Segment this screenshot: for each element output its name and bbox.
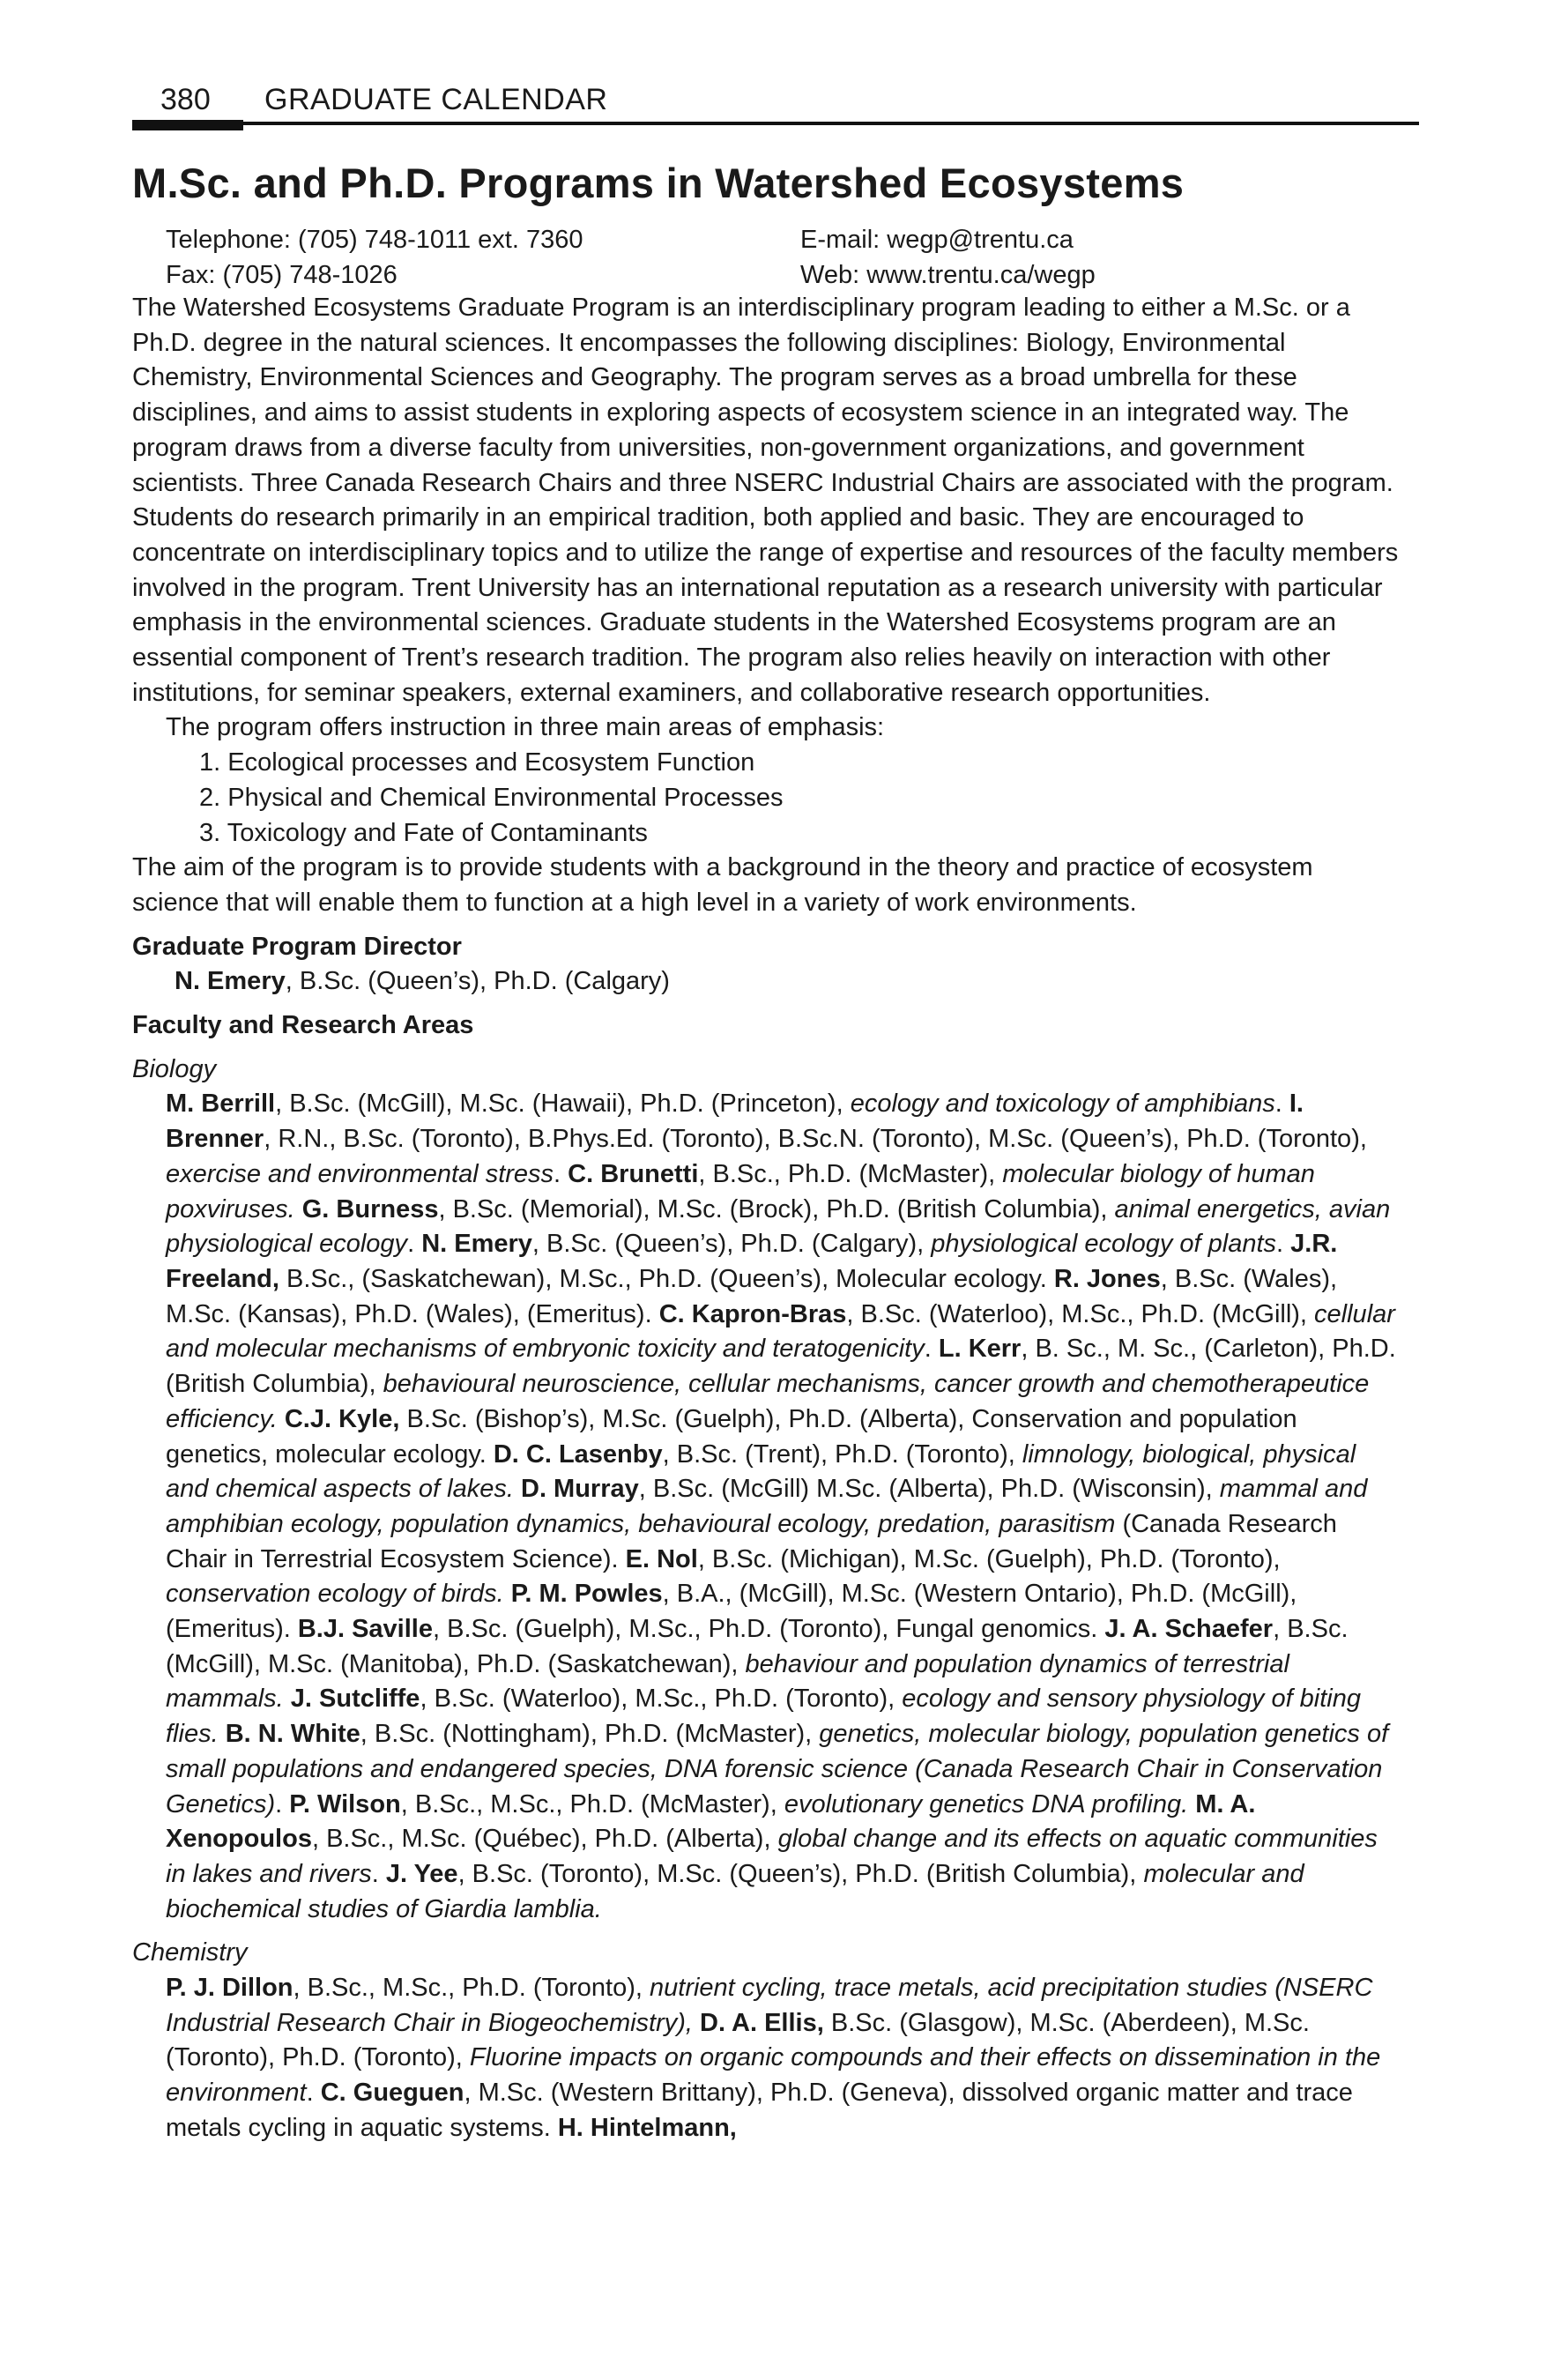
web: Web: www.trentu.ca/wegp xyxy=(800,261,1096,289)
faculty-credentials: , B.Sc., M.Sc., Ph.D. (Toronto), xyxy=(293,1974,650,2003)
faculty-credentials: , B.Sc. (Queen’s), Ph.D. (Calgary), xyxy=(531,1230,932,1259)
faculty-entry-tail: . xyxy=(1276,1230,1291,1259)
aim-paragraph: The aim of the program is to provide students with a background in the theory and practice of ecosystem science that will enable them to function at a high level in a variety of work environments. xyxy=(132,853,1313,917)
faculty-research: behavioural neuroscience, cellular mechanisms, cancer growth and chemotherapeutice efficiency. xyxy=(166,1370,1370,1433)
faculty-credentials: , B.Sc. (Nottingham), Ph.D. (McMaster), xyxy=(360,1720,820,1749)
emphasis-list xyxy=(132,746,1401,851)
faculty-research: global change and its effects on aquatic communities in lakes and rivers xyxy=(166,1825,1378,1888)
faculty-credentials: , B.Sc. (Memorial), M.Sc. (Brock), Ph.D. (British Columbia), xyxy=(438,1194,1115,1223)
director-entry xyxy=(132,964,1401,1000)
chemistry-faculty-list xyxy=(132,1971,1401,2146)
faculty-research: molecular and biochemical studies of Giardia lamblia. xyxy=(166,1859,1304,1923)
section-title: M.Sc. and Ph.D. Programs in Watershed Ecosystems xyxy=(132,160,1185,206)
faculty-name: H. Hintelmann, xyxy=(557,2113,737,2142)
header-tab-mark xyxy=(132,120,243,130)
director-heading: Graduate Program Director xyxy=(132,932,462,961)
faculty-name: L. Kerr xyxy=(938,1335,1022,1364)
faculty-name: D. C. Lasenby xyxy=(493,1439,663,1469)
faculty-credentials: B.Sc. (Bishop’s), M.Sc. (Guelph), Ph.D. (Alberta), Conservation and population genetics, molecular ecology. xyxy=(166,1404,1297,1469)
faculty-entry-tail: . xyxy=(1274,1090,1289,1119)
faculty-name: J. A. Schaefer xyxy=(1104,1615,1274,1644)
running-head xyxy=(132,81,1419,123)
faculty-research: Fluorine impacts on organic compounds and their effects on dissemination in the environment xyxy=(166,2043,1381,2108)
faculty-credentials: , B.Sc., Ph.D. (McMaster), xyxy=(698,1159,1003,1188)
faculty-entry-tail xyxy=(284,1685,291,1713)
faculty-entry-tail xyxy=(278,1405,285,1433)
faculty-name: E. Nol xyxy=(625,1544,698,1573)
faculty-credentials: B.Sc., (Saskatchewan), M.Sc., Ph.D. (Queen’s), Molecular ecology. xyxy=(279,1264,1054,1293)
faculty-entry xyxy=(289,1790,1195,1818)
faculty-credentials: , B.Sc. (Guelph), M.Sc., Ph.D. (Toronto), Fungal genomics. xyxy=(433,1615,1105,1644)
faculty-entry-tail: . xyxy=(275,1789,290,1818)
faculty-name: P. Wilson xyxy=(289,1789,401,1818)
faculty-name: P. J. Dillon xyxy=(166,1974,294,2003)
director-name: N. Emery xyxy=(175,967,286,996)
faculty-entry xyxy=(166,1090,1289,1118)
faculty-entry-tail xyxy=(504,1580,511,1608)
faculty-credentials: , B.Sc. (Waterloo), M.Sc., Ph.D. (Toronto), xyxy=(420,1685,903,1714)
faculty-credentials: , B.Sc. (Waterloo), M.Sc., Ph.D. (McGill), xyxy=(846,1299,1315,1328)
faculty-research: molecular biology of human poxviruses. xyxy=(166,1159,1315,1223)
faculty-entry-tail: . xyxy=(924,1335,939,1364)
faculty-name: C. Gueguen xyxy=(320,2079,464,2108)
director-credentials: , B.Sc. (Queen’s), Ph.D. (Calgary) xyxy=(285,967,670,996)
faculty-credentials: , B.Sc., M.Sc., Ph.D. (McMaster), xyxy=(400,1789,784,1818)
faculty-credentials: , B.Sc. (Trent), Ph.D. (Toronto), xyxy=(662,1439,1022,1469)
faculty-entry-tail xyxy=(219,1720,226,1748)
faculty-name: D. A. Ellis, xyxy=(700,2008,824,2037)
contact-block xyxy=(166,222,1419,293)
faculty-credentials: , M.Sc. (Western Brittany), Ph.D. (Geneva), dissolved organic matter and trace metals cycling in aquatic systems. xyxy=(166,2079,1353,2142)
faculty-entry-tail: (Canada Research Chair in Terrestrial Ecosystem Science). xyxy=(166,1509,1337,1573)
faculty-entry-tail xyxy=(514,1475,521,1503)
faculty-name: D. Murray xyxy=(521,1475,639,1504)
faculty-research: ecology and toxicology of amphibians xyxy=(850,1090,1275,1119)
faculty-name: G. Burness xyxy=(301,1194,439,1223)
faculty-name: I. Brenner xyxy=(166,1090,1304,1154)
faculty-credentials: , B.Sc. (McGill) M.Sc. (Alberta), Ph.D. (Wisconsin), xyxy=(638,1475,1220,1504)
faculty-research: physiological ecology of plants xyxy=(931,1230,1277,1259)
faculty-research: behaviour and population dynamics of terrestrial mammals. xyxy=(166,1649,1289,1714)
faculty-credentials: , B.A., (McGill), M.Sc. (Western Ontario), Ph.D. (McGill), (Emeritus). xyxy=(166,1580,1297,1644)
faculty-research: ecology and sensory physiology of biting flies. xyxy=(166,1685,1362,1749)
faculty-name: P. M. Powles xyxy=(510,1580,663,1609)
faculty-credentials: , B.Sc. (McGill), M.Sc. (Hawaii), Ph.D. (Princeton), xyxy=(275,1090,851,1119)
emphasis-item: 1. Ecological processes and Ecosystem Function xyxy=(199,748,755,777)
page-number: 380 xyxy=(160,83,211,116)
faculty-name: C. Brunetti xyxy=(568,1159,699,1188)
faculty-name: N. Emery xyxy=(421,1230,532,1259)
faculty-research: conservation ecology of birds. xyxy=(166,1580,504,1609)
faculty-name: M. A. Xenopoulos xyxy=(166,1789,1256,1854)
faculty-credentials: , B.Sc. (McGill), M.Sc. (Manitoba), Ph.D. (Saskatchewan), xyxy=(166,1615,1349,1678)
area-title-biology: Biology xyxy=(132,1054,217,1083)
faculty-entry-tail xyxy=(295,1195,302,1223)
faculty-credentials: , R.N., B.Sc. (Toronto), B.Phys.Ed. (Toronto), B.Sc.N. (Toronto), M.Sc. (Queen’s), Ph.D. (Toronto), xyxy=(264,1125,1367,1154)
faculty-entry-tail xyxy=(1188,1790,1195,1818)
faculty-name: B.J. Saville xyxy=(297,1615,433,1644)
faculty-entry-tail: . xyxy=(371,1859,386,1888)
faculty-name: M. Berrill xyxy=(166,1090,276,1119)
running-title: GRADUATE CALENDAR xyxy=(264,83,608,116)
faculty-research: nutrient cycling, trace metals, acid precipitation studies (NSERC Industrial Research Chair in Biogeochemistry), xyxy=(166,1974,1373,2037)
faculty-research: exercise and environmental stress xyxy=(166,1159,554,1188)
faculty-entry xyxy=(166,2079,1353,2142)
faculty-name: J. Yee xyxy=(385,1859,458,1888)
faculty-research: mammal and amphibian ecology, population dynamics, behavioural ecology, predation, parasitism xyxy=(166,1475,1368,1538)
faculty-name: C. Kapron-Bras xyxy=(658,1299,847,1328)
faculty-entry xyxy=(558,2114,737,2142)
faculty-name: C.J. Kyle, xyxy=(284,1404,400,1433)
faculty-name: J. Sutcliffe xyxy=(290,1685,420,1714)
faculty-research: limnology, biological, physical and chemical aspects of lakes. xyxy=(166,1439,1356,1504)
faculty-research: evolutionary genetics DNA profiling. xyxy=(784,1789,1189,1818)
faculty-credentials: B.Sc. (Glasgow), M.Sc. (Aberdeen), M.Sc. (Toronto), Ph.D. (Toronto), xyxy=(166,2008,1310,2072)
faculty-entry-tail: . xyxy=(407,1230,422,1259)
faculty-research: genetics, molecular biology, population genetics of small populations and endangered species, DNA forensic science (Canada Research Chair in Conservation Genetics) xyxy=(166,1720,1389,1818)
biology-faculty-list xyxy=(132,1087,1401,1927)
header-rule xyxy=(132,122,1419,125)
body-text xyxy=(132,291,1401,2146)
telephone: Telephone: (705) 748-1011 ext. 7360 xyxy=(166,226,583,254)
faculty-research: animal energetics, avian physiological ecology xyxy=(166,1194,1391,1259)
intro-paragraph: The Watershed Ecosystems Graduate Program is an interdisciplinary program leading to either a M.Sc. or a Ph.D. degree in the natural sciences. It encompasses the following disciplines: Biology, Environmental Chemistry, Environmental Sciences and Geography. The program serves as a broad umbrella for these disciplines, and aims to assist students in exploring aspects of ecosystem science in an integrated way. The program draws from a diverse faculty from universities, non-government organizations, and government scientists. Three Canada Research Chairs and three NSERC Industrial Chairs are associated with the program. Students do research primarily in an empirical tradition, both applied and basic. They are encouraged to concentrate on interdisciplinary topics and to utilize the range of expertise and resources of the faculty members involved in the program. Trent University has an international reputation as a research university with particular emphasis in the environmental sciences. Graduate students in the Watershed Ecosystems program are an essential component of Trent’s research tradition. The program also relies heavily on interaction with other institutions, for seminar speakers, external examiners, and collaborative research opportunities. xyxy=(132,294,1399,707)
faculty-research: cellular and molecular mechanisms of embryonic toxicity and teratogenicity xyxy=(166,1299,1395,1364)
faculty-credentials: , B. Sc., M. Sc., (Carleton), Ph.D. (British Columbia), xyxy=(166,1335,1396,1399)
fax: Fax: (705) 748-1026 xyxy=(166,261,398,289)
email: E-mail: wegp@trentu.ca xyxy=(800,226,1074,254)
emphasis-item: 3. Toxicology and Fate of Contaminants xyxy=(199,818,648,847)
faculty-entry xyxy=(298,1615,1105,1643)
faculty-credentials: , B.Sc. (Toronto), M.Sc. (Queen’s), Ph.D. (British Columbia), xyxy=(457,1859,1144,1888)
faculty-heading: Faculty and Research Areas xyxy=(132,1011,474,1040)
area-title-chemistry: Chemistry xyxy=(132,1938,248,1967)
faculty-entry-tail: . xyxy=(306,2079,321,2108)
faculty-entry xyxy=(421,1230,1290,1258)
faculty-name: B. N. White xyxy=(225,1720,360,1749)
faculty-name: J.R. Freeland, xyxy=(166,1230,1338,1293)
emphasis-item: 2. Physical and Chemical Environmental Processes xyxy=(199,783,784,812)
faculty-credentials: , B.Sc., M.Sc. (Québec), Ph.D. (Alberta), xyxy=(311,1825,778,1854)
faculty-credentials: , B.Sc. (Wales), M.Sc. (Kansas), Ph.D. (Wales), (Emeritus). xyxy=(166,1264,1338,1328)
faculty-name: R. Jones xyxy=(1053,1264,1161,1293)
emphasis-intro: The program offers instruction in three main areas of emphasis: xyxy=(166,713,885,742)
faculty-credentials: , B.Sc. (Michigan), M.Sc. (Guelph), Ph.D. (Toronto), xyxy=(697,1544,1281,1573)
faculty-entry-tail xyxy=(693,2009,700,2037)
faculty-entry-tail: . xyxy=(554,1159,568,1188)
